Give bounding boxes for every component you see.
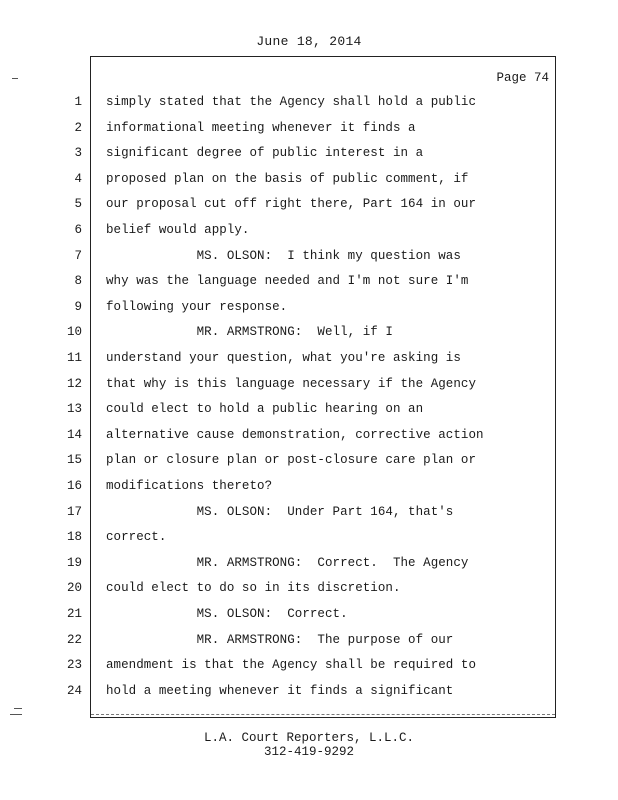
line-number: 23 [66,658,82,673]
transcript-line [0,169,618,189]
line-number: 1 [74,95,82,109]
line-number: 15 [66,453,82,468]
line-number: 12 [66,376,82,391]
line-text: informational meeting whenever it finds a [106,120,416,135]
transcript-line [0,143,618,163]
line-text: modifications thereto? [106,479,273,493]
line-text: proposed plan on the basis of public comment, if [106,171,469,186]
line-text: could elect to hold a public hearing on an [106,402,424,417]
transcript-line [0,578,618,598]
transcript-line [0,527,618,547]
line-number: 2 [74,120,82,135]
scan-mark [10,714,22,715]
line-text: MR. ARMSTRONG: Correct. The Agency [106,555,469,570]
line-number: 3 [74,146,82,161]
line-text: plan or closure plan or post-closure care plan or [106,453,477,468]
line-number: 11 [66,351,82,365]
line-number: 8 [74,274,82,289]
line-text: correct. [106,530,167,545]
line-number: 16 [66,479,82,493]
transcript-line [0,322,618,342]
line-number: 10 [66,325,82,340]
transcript-line [0,271,618,291]
line-number: 7 [74,248,82,263]
transcript-line [0,502,618,522]
line-text: simply stated that the Agency shall hold a public [106,95,477,109]
transcript-line [0,194,618,214]
line-text: MS. OLSON: Under Part 164, that's [106,504,454,519]
transcript-line [0,246,618,266]
header-date: June 18, 2014 [256,34,362,49]
transcript-line [0,425,618,445]
line-text: could elect to do so in its discretion. [106,581,401,596]
transcript-line [0,655,618,675]
line-number: 22 [66,632,82,647]
line-number: 6 [74,223,82,237]
transcript-line [0,399,618,419]
line-text: MS. OLSON: I think my question was [106,248,461,263]
line-text: amendment is that the Agency shall be required to [106,658,477,673]
footer-company: L.A. Court Reporters, L.L.C. [203,731,415,745]
transcript-line [0,92,618,112]
line-text: MR. ARMSTRONG: The purpose of our [106,632,454,647]
scan-mark [14,708,22,709]
transcript-line [0,450,618,470]
transcript-line [0,476,618,496]
line-number: 21 [66,607,82,621]
line-number: 19 [66,555,82,570]
line-text: following your response. [106,299,288,314]
line-text: significant degree of public interest in a [106,146,424,161]
line-text: belief would apply. [106,223,250,237]
transcript-line [0,118,618,138]
line-text: MS. OLSON: Correct. [106,607,348,621]
transcript-line [0,630,618,650]
transcript-line [0,604,618,624]
transcript-line [0,553,618,573]
line-text: hold a meeting whenever it finds a significant [106,683,454,698]
line-number: 17 [66,504,82,519]
line-text: that why is this language necessary if the Agency [106,376,477,391]
line-number: 4 [74,171,82,186]
line-number: 14 [66,427,82,442]
page-number-label: Page 74 [496,71,549,85]
transcript-line [0,348,618,368]
line-number: 20 [66,581,82,596]
line-number: 5 [74,197,82,212]
transcript-line [0,681,618,701]
line-text: understand your question, what you're asking is [106,351,461,365]
transcript-line [0,297,618,317]
scan-mark [12,78,18,79]
line-text: why was the language needed and I'm not sure I'm [106,274,469,289]
line-text: alternative cause demonstration, corrective action [106,427,484,442]
transcript-line [0,374,618,394]
line-number: 9 [74,299,82,314]
line-number: 18 [66,530,82,545]
transcript-line [0,220,618,240]
line-number: 13 [66,402,82,417]
line-text: MR. ARMSTRONG: Well, if I [106,325,393,340]
footer-phone: 312-419-9292 [263,745,354,759]
line-text: our proposal cut off right there, Part 164 in our [106,197,477,212]
line-number: 24 [66,683,82,698]
